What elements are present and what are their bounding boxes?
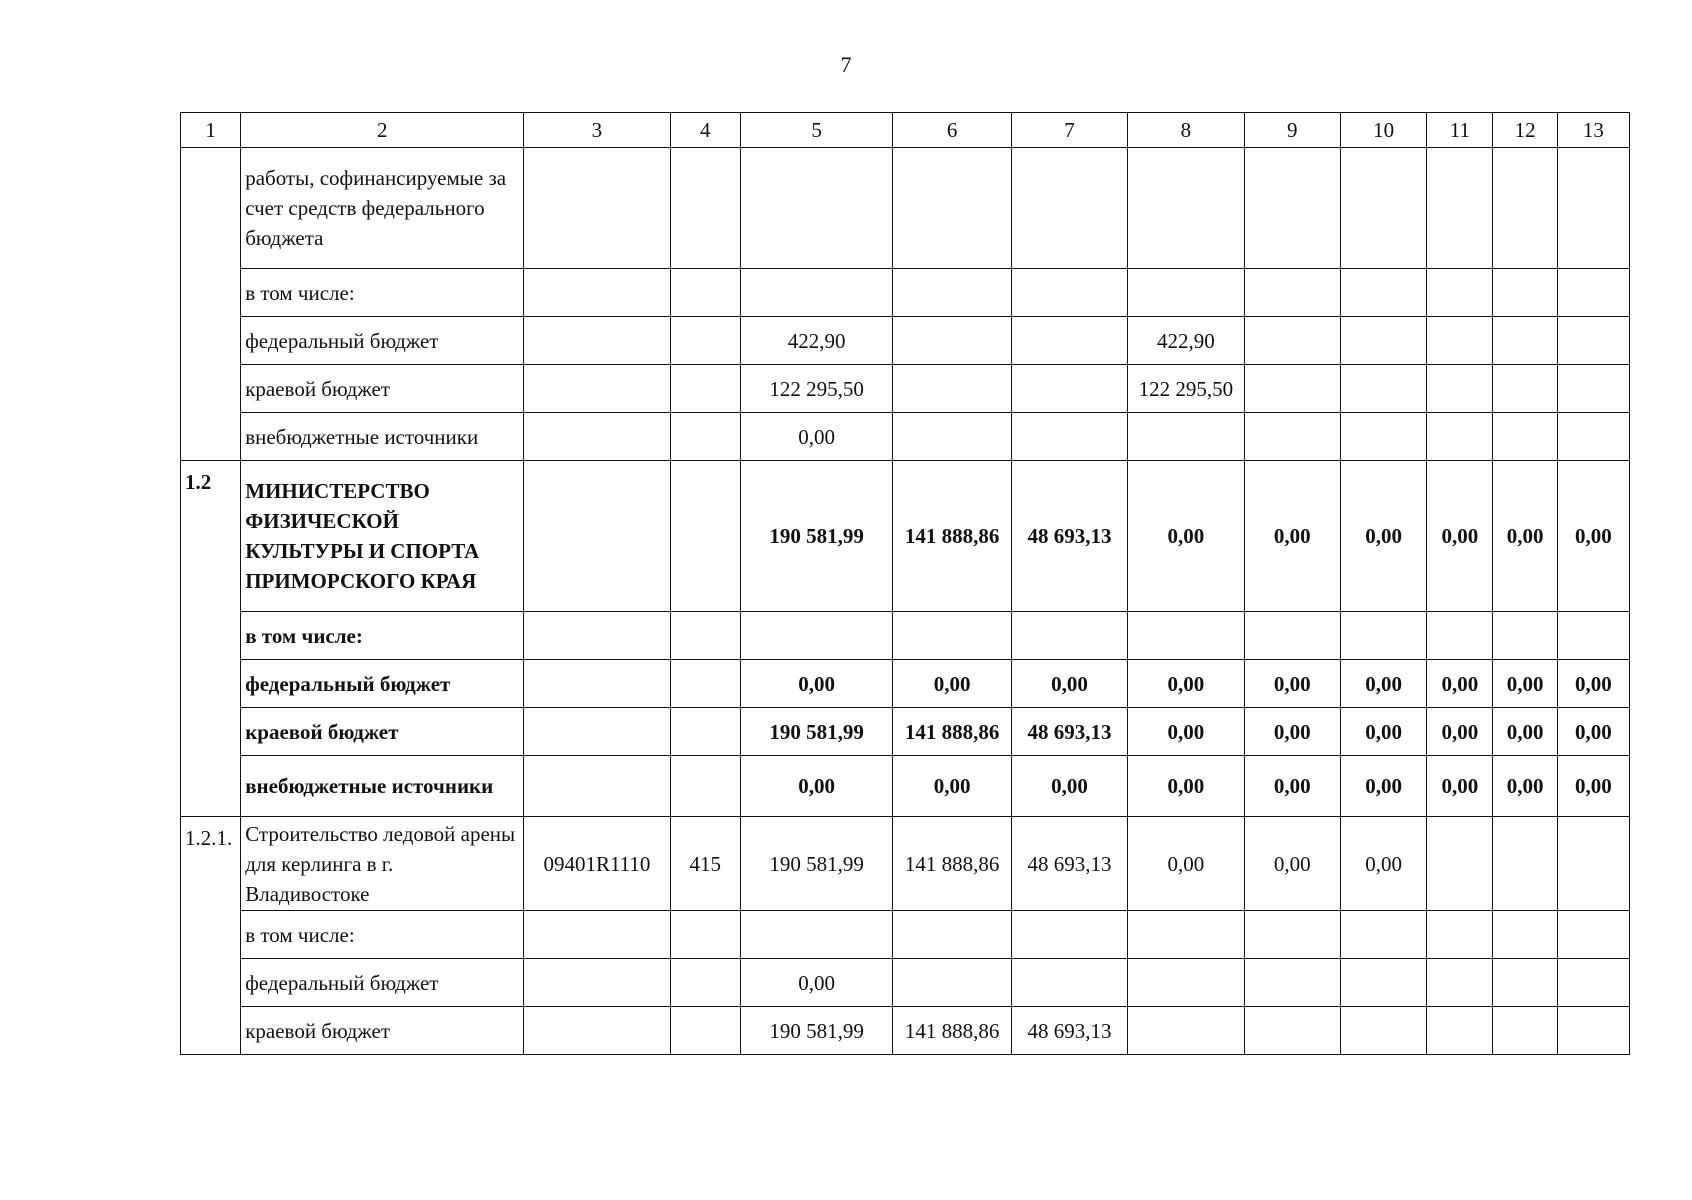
cell: 0,00 xyxy=(740,756,893,817)
row-number: 1.2 xyxy=(181,461,241,817)
cell xyxy=(1340,365,1426,413)
cell xyxy=(1244,1007,1340,1055)
column-header: 5 xyxy=(740,113,893,148)
column-header: 11 xyxy=(1427,113,1493,148)
cell xyxy=(524,148,671,269)
row-name: федеральный бюджет xyxy=(241,959,524,1007)
cell: 48 693,13 xyxy=(1011,1007,1127,1055)
cell xyxy=(670,365,740,413)
row-name: МИНИСТЕРСТВО ФИЗИЧЕСКОЙ КУЛЬТУРЫ И СПОРТА ПРИМОРСКОГО КРАЯ xyxy=(241,461,524,612)
cell: 0,00 xyxy=(1128,708,1244,756)
cell xyxy=(524,660,671,708)
cell: 48 693,13 xyxy=(1011,708,1127,756)
table-row xyxy=(181,660,1630,708)
cell xyxy=(1557,317,1629,365)
cell xyxy=(1011,317,1127,365)
cell xyxy=(1427,148,1493,269)
cell: 0,00 xyxy=(740,413,893,461)
cell xyxy=(1244,413,1340,461)
cell xyxy=(1493,817,1557,911)
cell xyxy=(1128,269,1244,317)
cell: 0,00 xyxy=(1427,660,1493,708)
cell xyxy=(1244,365,1340,413)
cell xyxy=(1557,911,1629,959)
cell xyxy=(1557,817,1629,911)
table-row xyxy=(181,365,1630,413)
cell xyxy=(524,911,671,959)
table-row xyxy=(181,317,1630,365)
cell xyxy=(670,911,740,959)
cell: 190 581,99 xyxy=(740,461,893,612)
cell: 48 693,13 xyxy=(1011,817,1127,911)
cell xyxy=(1128,148,1244,269)
cell: 0,00 xyxy=(1244,708,1340,756)
cell xyxy=(524,959,671,1007)
cell xyxy=(1557,365,1629,413)
cell xyxy=(1340,148,1426,269)
cell xyxy=(1493,612,1557,660)
cell xyxy=(1011,959,1127,1007)
cell xyxy=(740,148,893,269)
cell xyxy=(524,365,671,413)
cell xyxy=(1493,413,1557,461)
cell: 0,00 xyxy=(1557,461,1629,612)
cell: 0,00 xyxy=(1244,660,1340,708)
cell xyxy=(1493,148,1557,269)
cell: 0,00 xyxy=(1340,708,1426,756)
column-header: 12 xyxy=(1493,113,1557,148)
cell: 141 888,86 xyxy=(893,1007,1011,1055)
cell xyxy=(893,413,1011,461)
cell xyxy=(524,1007,671,1055)
cell: 0,00 xyxy=(740,660,893,708)
table-row xyxy=(181,708,1630,756)
cell xyxy=(524,461,671,612)
cell xyxy=(1244,317,1340,365)
cell xyxy=(524,413,671,461)
cell xyxy=(1011,612,1127,660)
cell xyxy=(1427,817,1493,911)
header-row xyxy=(181,113,1630,148)
cell xyxy=(1493,959,1557,1007)
cell xyxy=(1493,365,1557,413)
cell xyxy=(1128,911,1244,959)
cell: 0,00 xyxy=(1244,756,1340,817)
cell xyxy=(524,756,671,817)
table-row xyxy=(181,959,1630,1007)
column-header: 3 xyxy=(524,113,671,148)
cell xyxy=(1244,959,1340,1007)
cell xyxy=(1340,413,1426,461)
cell xyxy=(1244,612,1340,660)
cell xyxy=(670,959,740,1007)
cell: 0,00 xyxy=(1011,756,1127,817)
row-name: краевой бюджет xyxy=(241,365,524,413)
cell xyxy=(893,612,1011,660)
cell: 0,00 xyxy=(1557,708,1629,756)
cell xyxy=(670,708,740,756)
row-number xyxy=(181,148,241,461)
cell: 0,00 xyxy=(1557,756,1629,817)
row-name: краевой бюджет xyxy=(241,708,524,756)
cell: 190 581,99 xyxy=(740,708,893,756)
table-row xyxy=(181,461,1630,612)
cell: 0,00 xyxy=(740,959,893,1007)
row-name: в том числе: xyxy=(241,612,524,660)
cell xyxy=(1244,148,1340,269)
table-row xyxy=(181,911,1630,959)
cell xyxy=(1128,413,1244,461)
cell xyxy=(1128,612,1244,660)
cell: 0,00 xyxy=(1427,756,1493,817)
column-header: 2 xyxy=(241,113,524,148)
row-name: внебюджетные источники xyxy=(241,756,524,817)
row-name: внебюджетные источники xyxy=(241,413,524,461)
cell: 0,00 xyxy=(1244,817,1340,911)
cell xyxy=(1557,269,1629,317)
row-name: краевой бюджет xyxy=(241,1007,524,1055)
column-header: 8 xyxy=(1128,113,1244,148)
cell xyxy=(524,317,671,365)
cell xyxy=(1340,959,1426,1007)
column-header: 6 xyxy=(893,113,1011,148)
cell: 0,00 xyxy=(893,756,1011,817)
cell xyxy=(670,660,740,708)
column-header: 9 xyxy=(1244,113,1340,148)
row-name: работы, софинансируемые за счет средств федерального бюджета xyxy=(241,148,524,269)
cell: 422,90 xyxy=(740,317,893,365)
cell xyxy=(1427,317,1493,365)
cell xyxy=(1128,1007,1244,1055)
cell xyxy=(1427,612,1493,660)
cell xyxy=(1557,612,1629,660)
cell xyxy=(1340,317,1426,365)
cell xyxy=(1340,612,1426,660)
cell: 0,00 xyxy=(1340,660,1426,708)
cell: 0,00 xyxy=(1340,817,1426,911)
cell: 415 xyxy=(670,817,740,911)
cell: 0,00 xyxy=(893,660,1011,708)
cell xyxy=(524,708,671,756)
cell xyxy=(1493,269,1557,317)
table-row xyxy=(181,1007,1630,1055)
cell xyxy=(1557,148,1629,269)
cell xyxy=(1011,365,1127,413)
cell: 0,00 xyxy=(1011,660,1127,708)
cell xyxy=(524,269,671,317)
cell xyxy=(1340,269,1426,317)
cell xyxy=(1427,365,1493,413)
cell xyxy=(1427,911,1493,959)
cell: 0,00 xyxy=(1557,660,1629,708)
cell: 0,00 xyxy=(1427,461,1493,612)
cell: 190 581,99 xyxy=(740,1007,893,1055)
cell: 0,00 xyxy=(1340,461,1426,612)
cell xyxy=(670,413,740,461)
cell xyxy=(740,269,893,317)
cell: 190 581,99 xyxy=(740,817,893,911)
cell xyxy=(1427,959,1493,1007)
cell xyxy=(893,959,1011,1007)
cell xyxy=(670,317,740,365)
table-row xyxy=(181,269,1630,317)
column-header: 13 xyxy=(1557,113,1629,148)
cell xyxy=(1557,413,1629,461)
row-name: в том числе: xyxy=(241,911,524,959)
table-row xyxy=(181,756,1630,817)
cell xyxy=(1340,911,1426,959)
table-row xyxy=(181,612,1630,660)
cell xyxy=(1427,1007,1493,1055)
table-row xyxy=(181,413,1630,461)
cell xyxy=(1340,1007,1426,1055)
cell xyxy=(893,317,1011,365)
cell: 0,00 xyxy=(1128,756,1244,817)
cell xyxy=(1493,1007,1557,1055)
row-name: федеральный бюджет xyxy=(241,317,524,365)
cell: 122 295,50 xyxy=(740,365,893,413)
cell xyxy=(1557,1007,1629,1055)
cell xyxy=(1244,911,1340,959)
cell xyxy=(1493,317,1557,365)
cell xyxy=(1011,148,1127,269)
cell xyxy=(1011,911,1127,959)
cell xyxy=(740,612,893,660)
cell: 0,00 xyxy=(1128,461,1244,612)
cell: 0,00 xyxy=(1493,756,1557,817)
table-row xyxy=(181,148,1630,269)
cell: 141 888,86 xyxy=(893,817,1011,911)
cell: 48 693,13 xyxy=(1011,461,1127,612)
column-header: 4 xyxy=(670,113,740,148)
cell: 0,00 xyxy=(1244,461,1340,612)
cell xyxy=(1011,413,1127,461)
row-name: в том числе: xyxy=(241,269,524,317)
cell xyxy=(1244,269,1340,317)
cell: 0,00 xyxy=(1427,708,1493,756)
cell: 09401R1110 xyxy=(524,817,671,911)
cell: 422,90 xyxy=(1128,317,1244,365)
row-number: 1.2.1. xyxy=(181,817,241,1055)
cell xyxy=(1128,959,1244,1007)
cell xyxy=(893,365,1011,413)
cell xyxy=(1427,269,1493,317)
row-name: Строительство ледовой арены для керлинга в г. Владивостоке xyxy=(241,817,524,911)
cell xyxy=(1011,269,1127,317)
cell: 0,00 xyxy=(1340,756,1426,817)
cell xyxy=(1427,413,1493,461)
page-number: 7 xyxy=(840,52,852,77)
cell xyxy=(893,269,1011,317)
cell xyxy=(893,911,1011,959)
cell xyxy=(670,461,740,612)
cell xyxy=(740,911,893,959)
table-row xyxy=(181,817,1630,911)
cell: 0,00 xyxy=(1128,660,1244,708)
cell: 0,00 xyxy=(1128,817,1244,911)
column-header: 10 xyxy=(1340,113,1426,148)
cell xyxy=(893,148,1011,269)
cell xyxy=(670,756,740,817)
cell: 0,00 xyxy=(1493,708,1557,756)
cell xyxy=(670,1007,740,1055)
cell: 141 888,86 xyxy=(893,708,1011,756)
budget-table xyxy=(180,112,1630,1055)
cell: 0,00 xyxy=(1493,461,1557,612)
column-header: 7 xyxy=(1011,113,1127,148)
cell xyxy=(1493,911,1557,959)
cell xyxy=(1557,959,1629,1007)
column-header: 1 xyxy=(181,113,241,148)
cell xyxy=(524,612,671,660)
cell: 141 888,86 xyxy=(893,461,1011,612)
cell: 122 295,50 xyxy=(1128,365,1244,413)
cell xyxy=(670,612,740,660)
cell: 0,00 xyxy=(1493,660,1557,708)
row-name: федеральный бюджет xyxy=(241,660,524,708)
cell xyxy=(670,148,740,269)
cell xyxy=(670,269,740,317)
